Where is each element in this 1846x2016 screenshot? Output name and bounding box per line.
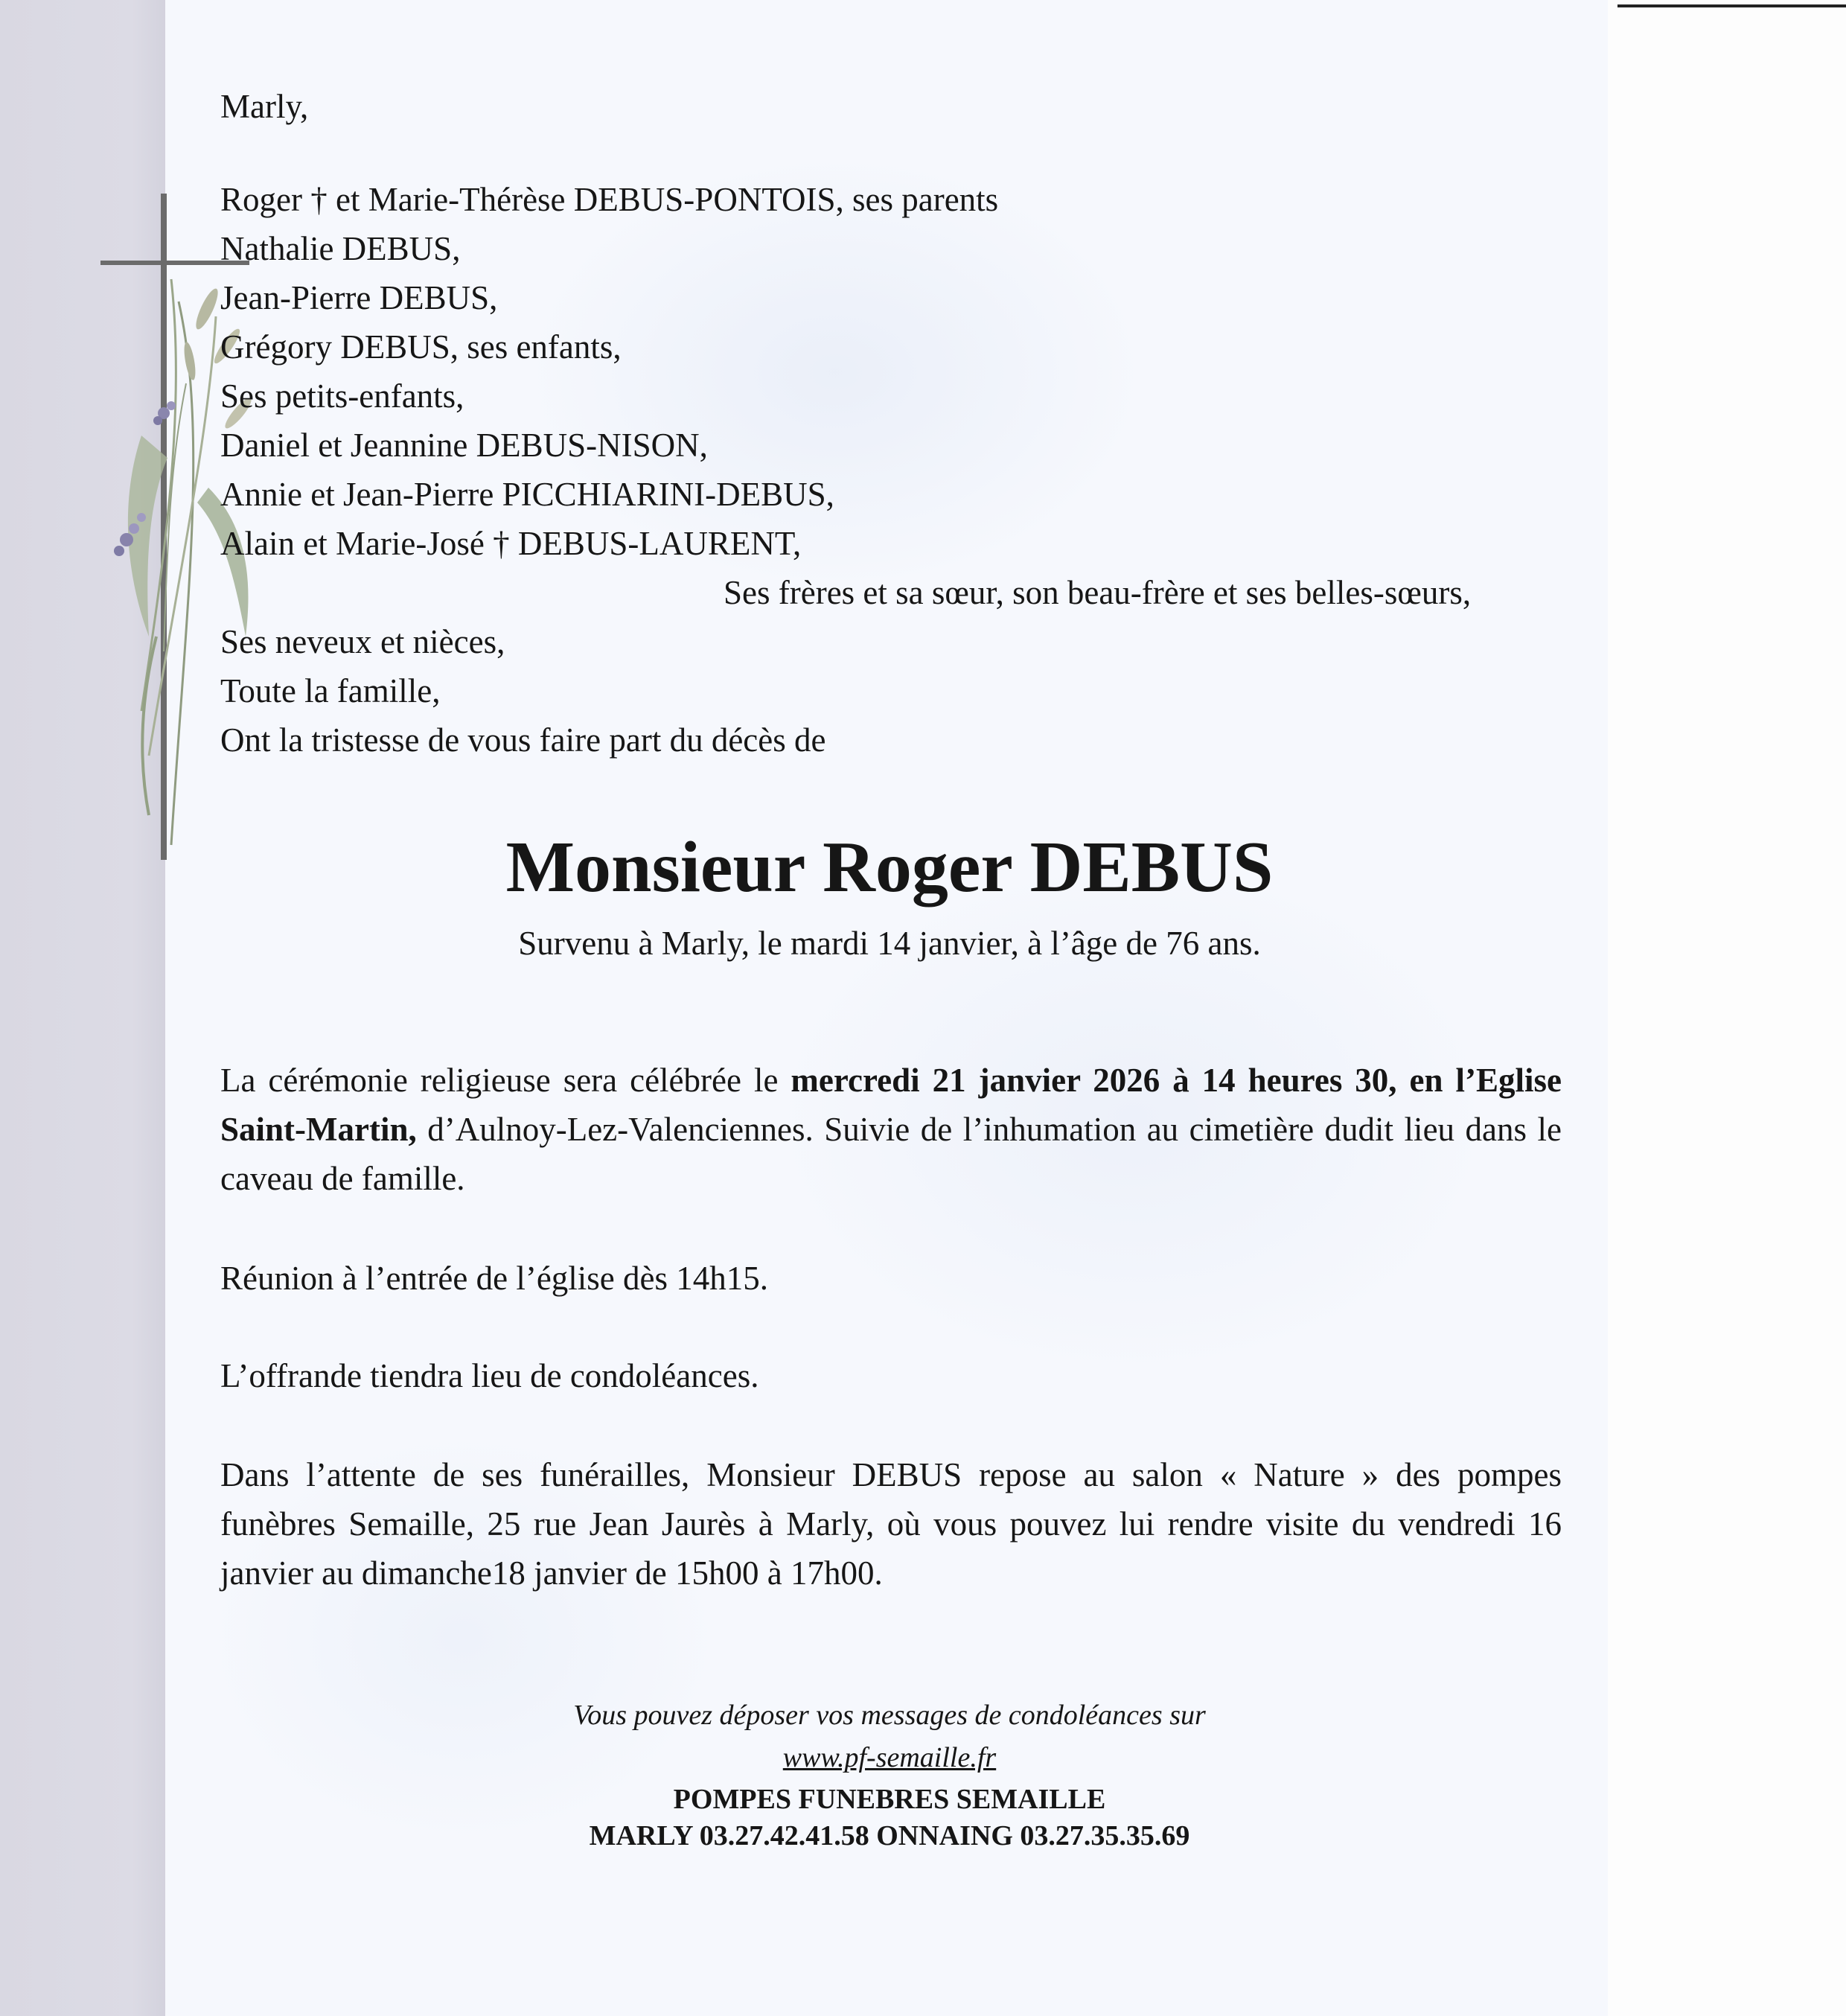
family-line: Ses petits-enfants, <box>220 377 464 415</box>
company-name: POMPES FUNEBRES SEMAILLE <box>673 1784 1106 1815</box>
family-line: Roger † et Marie-Thérèse DEBUS-PONTOIS, ses parents <box>220 181 999 218</box>
family-line: Alain et Marie-José † DEBUS-LAURENT, <box>220 525 802 562</box>
deceased-name: Monsieur Roger DEBUS <box>505 827 1274 907</box>
siblings-line: Ses frères et sa sœur, son beau-frère et ses belles-sœurs, <box>724 574 1472 611</box>
meeting-paragraph: Réunion à l’entrée de l’église dès 14h15. <box>220 1260 769 1297</box>
deceased-details: Survenu à Marly, le mardi 14 janvier, à l’âge de 76 ans. <box>518 925 1261 962</box>
family-line: Toute la famille, <box>220 672 441 709</box>
ceremony-paragraph <box>220 1056 1562 1203</box>
family-line: Daniel et Jeannine DEBUS-NISON, <box>220 427 708 464</box>
condolence-message: Vous pouvez déposer vos messages de condoléances sur <box>573 1700 1206 1731</box>
ceremony-date: mercredi 21 janvier 2026 à 14 heures 30, en l’Eglise Saint-Martin, <box>220 1062 1562 1148</box>
visit-paragraph: Dans l’attente de ses funérailles, Monsieur DEBUS repose au salon « Nature » des pompes funèbres Semaille, 25 rue Jean Jaurès à Marly, où vous pouvez lui rendre visite du vendredi 16 janvier au dimanche18 janvier de 15h00 à 17h00. <box>220 1456 1562 1592</box>
family-list-2 <box>220 617 825 765</box>
header-city: Marly, <box>220 88 309 125</box>
family-list <box>220 175 998 568</box>
offering-paragraph: L’offrande tiendra lieu de condoléances. <box>220 1357 759 1394</box>
family-line: Annie et Jean-Pierre PICCHIARINI-DEBUS, <box>220 476 834 513</box>
family-line: Ont la tristesse de vous faire part du décès de <box>220 721 826 759</box>
family-line: Ses neveux et nièces, <box>220 623 505 660</box>
ceremony-rest: d’Aulnoy-Lez-Valenciennes. Suivie de l’inhumation au cimetière dudit lieu dans le caveau de famille. <box>220 1111 1562 1197</box>
corner-rule <box>1617 4 1846 7</box>
family-line: Nathalie DEBUS, <box>220 230 461 267</box>
family-line: Jean-Pierre DEBUS, <box>220 279 498 316</box>
family-line: Grégory DEBUS, ses enfants, <box>220 328 622 366</box>
ceremony-intro: La cérémonie religieuse sera célébrée le <box>220 1062 791 1099</box>
company-phones: MARLY 03.27.42.41.58 ONNAING 03.27.35.35.69 <box>589 1820 1190 1851</box>
website-link[interactable]: www.pf-semaille.fr <box>782 1742 997 1773</box>
